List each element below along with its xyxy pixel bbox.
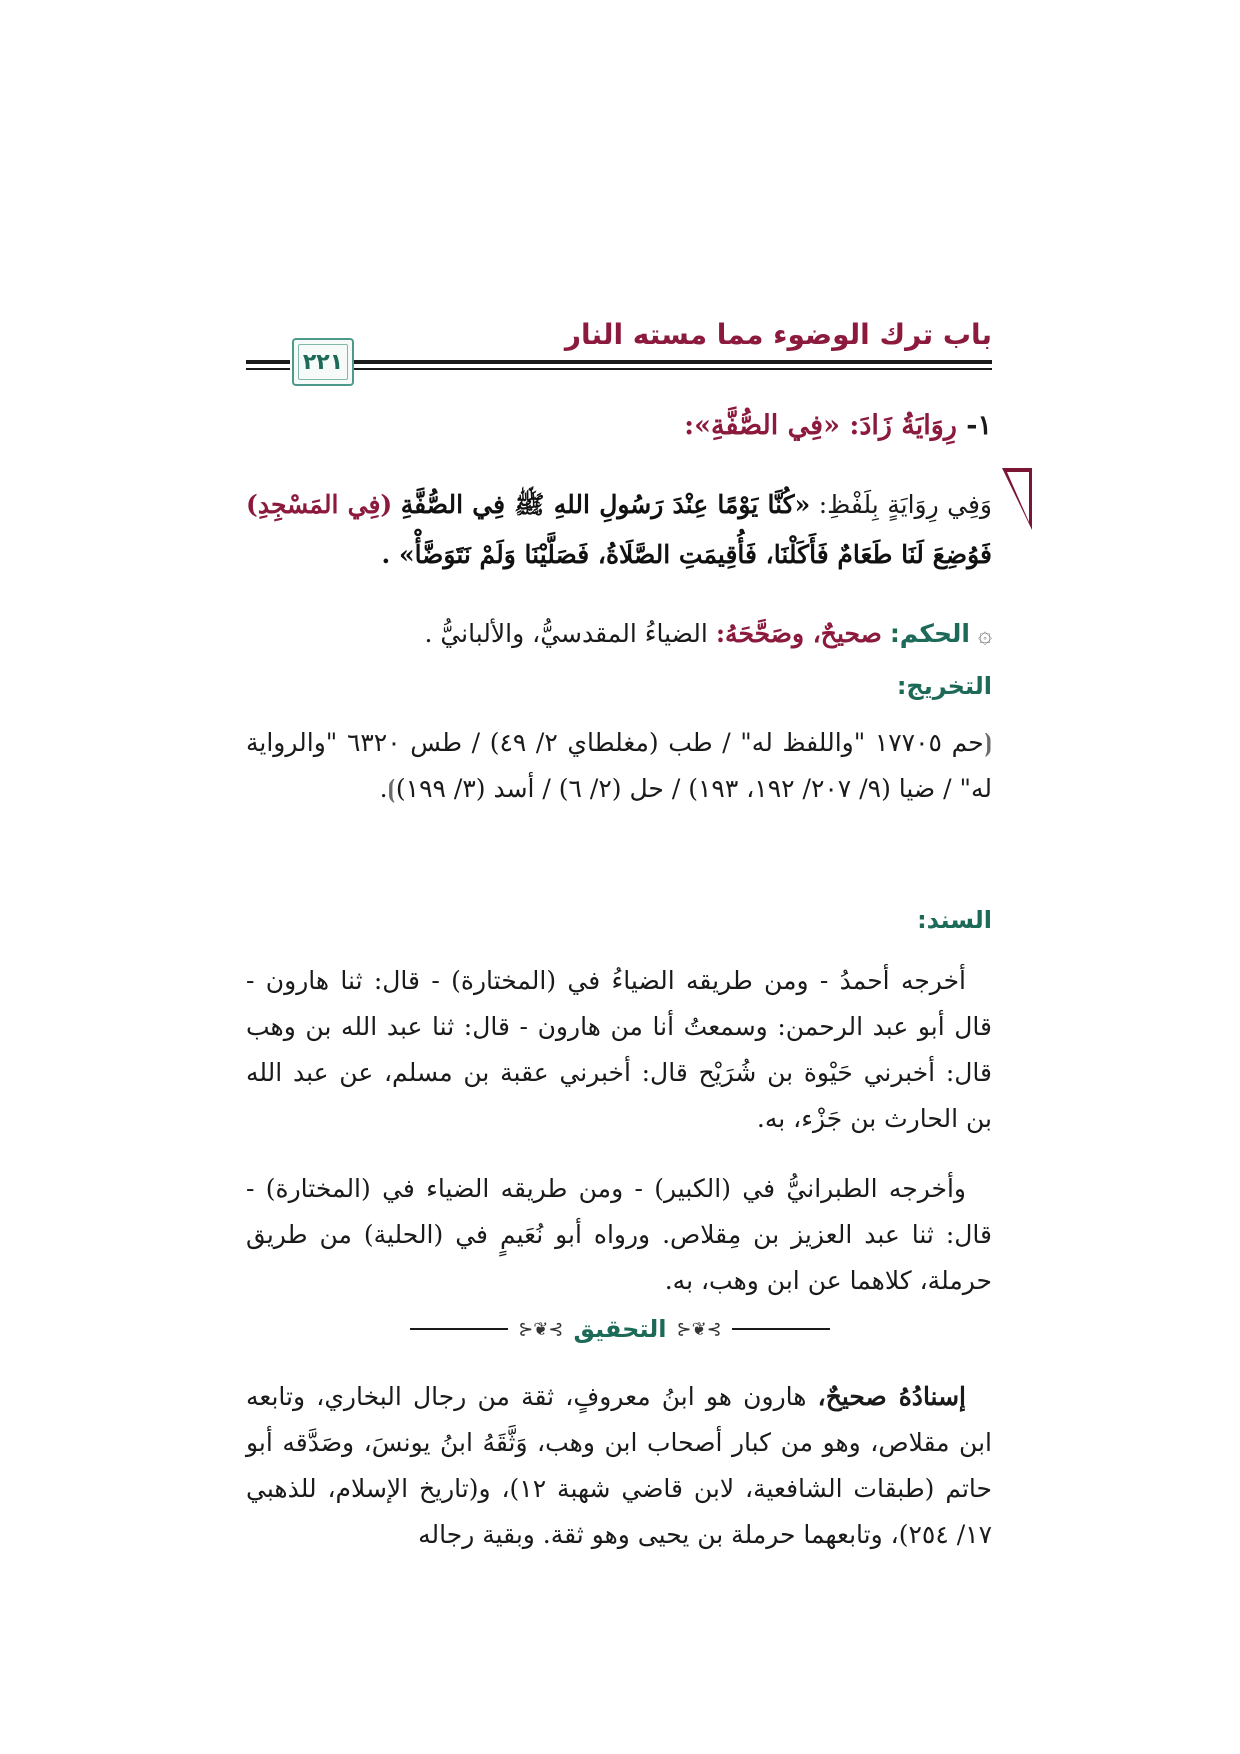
ruling-line [246, 612, 992, 656]
tahqiq-divider [410, 1314, 830, 1344]
corner-ornament-icon [1002, 468, 1032, 530]
sanad-paragraph-2: وأخرجه الطبرانيُّ في (الكبير) - ومن طريقه الضياء في (المختارة) - قال: ثنا عبد العزيز بن مِقلاص. ورواه أبو نُعَيمٍ في (الحلية) من طريق حرملة، كلاهما عن ابن وهب، به. [246, 1174, 992, 1295]
sanad-paragraph-1: أخرجه أحمدُ - ومن طريقه الضياءُ في (المختارة) - قال: ثنا هارون - قال أبو عبد الرحمن: وسمعتُ أنا من هارون - قال: ثنا عبد الله بن وهب قال: أخبرني حَيْوة بن شُرَيْح قال: أخبرني عقبة بن مسلم، عن عبد الله بن الحارث بن جَزْء، به. [246, 966, 992, 1133]
chapter-title: باب ترك الوضوء مما مسته النار [564, 318, 992, 351]
divider-line-right [732, 1328, 830, 1330]
takhrij-end: . [379, 774, 388, 803]
header-rule-thin [352, 368, 992, 370]
divider-ornament-icon: ⊱❦⊰ [676, 1318, 722, 1340]
sanad-heading: السند: [917, 906, 992, 934]
header-rule-thick [352, 360, 992, 364]
page-number: ٢٢١ [302, 349, 344, 375]
tahqiq-paragraph [246, 1374, 992, 1558]
takhrij-heading: التخريج: [896, 672, 992, 700]
tahqiq-heading: التحقيق [573, 1315, 667, 1343]
header-rule-left-thin [246, 368, 290, 370]
tahqiq-text: هارون هو ابنُ معروفٍ، ثقة من رجال البخاري، وتابعه ابن مقلاص، وهو من كبار أصحاب ابن وهب، وَثَّقَهُ ابنُ يونسَ، وصَدَّقه أبو حاتم (طبقات الشافعية، لابن قاضي شهبة ١٢)، و(تاريخ الإسلام، للذهبي ١٧/ ٢٥٤)، وتابعهما حرملة بن يحيى وهو ثقة. وبقية رجاله [246, 1382, 992, 1549]
divider-ornament-icon: ⊱❦⊰ [518, 1318, 564, 1340]
tahqiq-lead: إسنادُهُ صحيحٌ، [817, 1382, 966, 1411]
divider-line-left [410, 1328, 508, 1330]
page-number-badge [292, 338, 354, 386]
ruling-authorities: الضياءُ المقدسيُّ، والألبانيُّ . [424, 619, 708, 648]
section-number: ١- [966, 410, 992, 441]
ruling-label: الحكم: [889, 619, 970, 648]
close-bracket: ⦘ [387, 774, 396, 803]
hadith-addition: (فِي المَسْجِدِ) [246, 490, 393, 519]
hadith-narration [246, 480, 992, 580]
open-bracket: ⦗ [983, 728, 993, 757]
narration-lead: وَفِي رِوَايَةٍ بِلَفْظِ: [818, 490, 992, 519]
takhrij-text [246, 720, 992, 812]
takhrij-sources: حم ١٧٧٠٥ "واللفظ له" / طب (مغلطاي ٢/ ٤٩) / طس ٦٣٢٠ "والرواية له" / ضيا (٩/ ٢٠٧/ ١٩٢، ١٩٣) / حل (٢/ ٦) / أسد (٣/ ١٩٩) [246, 728, 992, 803]
section-title: رِوَايَةُ زَادَ: «فِي الصُّفَّةِ»: [684, 410, 957, 441]
hadith-text-part2: فَوُضِعَ لَنَا طَعَامٌ فَأَكَلْنَا، فَأُقِيمَتِ الصَّلَاةُ، فَصَلَّيْنَا وَلَمْ نَتَوَضَّأْ» . [381, 540, 992, 569]
hadith-text-part1: «كُنَّا يَوْمًا عِنْدَ رَسُولِ اللهِ ﷺ فِي الصُّفَّةِ [400, 490, 811, 519]
flower-ornament-icon: ۞ [977, 620, 992, 648]
ruling-verdict: صحيحٌ، وصَحَّحَهُ: [715, 619, 882, 648]
section-heading [684, 410, 992, 441]
header-rule-left-thick [246, 360, 290, 364]
